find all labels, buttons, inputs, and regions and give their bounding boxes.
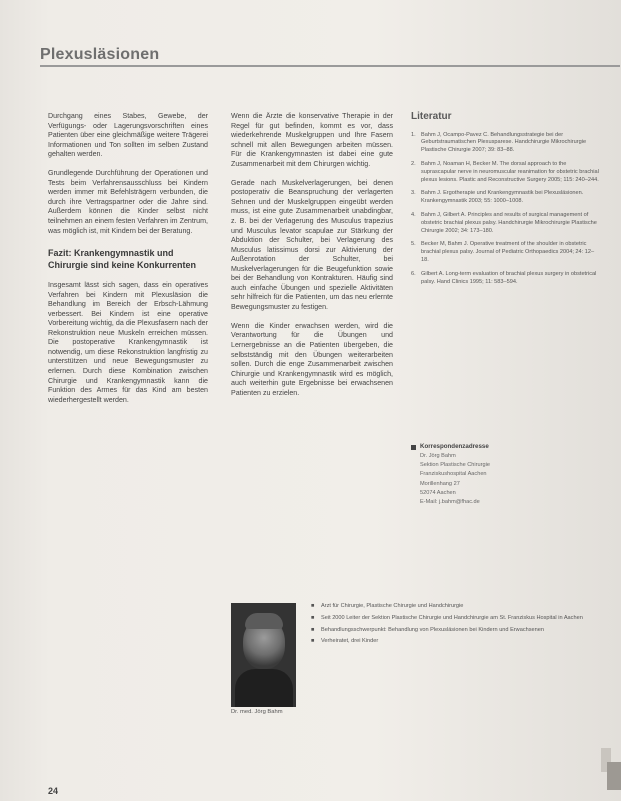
reference-number: 1. xyxy=(411,131,416,138)
reference-text: Gilbert A. Long-term evaluation of brachial plexus surgery in obstetrical palsy. Hand Clinics 1995; 11: 583–594. xyxy=(421,270,597,285)
author-bio xyxy=(231,603,611,723)
paragraph: Durchgang eines Stabes, Gewebe, der Verfügungs- oder Lagerungsvorschriften eines Patienten über eine gleichmäßige weitere Trägerei Informationen und Ton sollten im selben Zustand gehalten werden. xyxy=(48,112,208,159)
bio-item xyxy=(311,627,611,635)
reference-text: Becker M, Bahm J. Operative treatment of the shoulder in obstetric brachial plexus palsy. Journal of Pediatric Orthopaedics 2004; 24: 12–18. xyxy=(421,241,595,263)
bullet-icon: ■ xyxy=(311,638,315,645)
correspondence-title-text: Korrespondenzadresse xyxy=(420,443,489,451)
reference-number: 5. xyxy=(411,241,416,248)
bio-item xyxy=(311,638,611,646)
author-photo xyxy=(231,603,296,707)
bio-text: Seit 2000 Leiter der Sektion Plastische Chirurgie und Handchirurgie am St. Franziskus Hospital in Aachen xyxy=(321,614,583,621)
reference-list xyxy=(411,132,601,287)
bio-item xyxy=(311,603,611,611)
reference-item xyxy=(411,271,601,287)
bio-text: Verheiratet, drei Kinder xyxy=(321,638,379,645)
reference-text: Bahm J, Gilbert A. Principles and results of surgical management of obstetric brachial plexus palsy. Handchirurgie Mikrochirurgie Plastische Chirurgie 2002; 34: 173–180. xyxy=(421,211,597,234)
column-1 xyxy=(48,112,208,415)
correspondence-title xyxy=(411,442,601,452)
bio-list xyxy=(311,603,611,650)
edge-tab xyxy=(607,762,621,790)
page-edge-tabs xyxy=(593,748,621,792)
reference-item xyxy=(411,241,601,264)
section-subheading: Fazit: Krankengymnastik und Chirurgie sind keine Konkurrenten xyxy=(48,248,197,270)
reference-text: Bahm J, Noaman H, Becker M. The dorsal approach to the suprascapular nerve in neuromuscular reanimation for obstetric brachial plexus lesions. Plastic and Reconstructive Surgery 2005; 115: 240–244. xyxy=(421,160,599,183)
address-line: E-Mail: j.bahm@fhac.de xyxy=(420,499,480,506)
reference-text: Bahm J, Ocampo-Pavez C. Behandlungsstrategie bei der Geburtstraumatischen Plexusparese. Handchirurgie Mikrochirurgie Plastische Chirurgie 2007; 39: 83–88. xyxy=(421,131,587,154)
address-line: Franziskushospital Aachen xyxy=(420,471,487,478)
literature-heading: Literatur xyxy=(411,111,452,122)
reference-item xyxy=(411,132,601,155)
correspondence-box xyxy=(411,442,601,507)
photo-hair-shape xyxy=(245,613,283,629)
photo-caption: Dr. med. Jörg Bahm xyxy=(231,709,283,715)
bullet-icon: ■ xyxy=(311,614,315,621)
column-3 xyxy=(411,112,601,508)
bio-text: Behandlungsschwerpunkt: Behandlung von Plexusläsionen bei Kindern und Erwachsenen xyxy=(321,626,544,633)
address-line: Dr. Jörg Bahm xyxy=(420,452,456,459)
bio-text: Arzt für Chirurgie, Plastische Chirurgie und Handchirurgie xyxy=(321,603,464,609)
address-line: Sektion Plastische Chirurgie xyxy=(420,462,490,469)
reference-number: 4. xyxy=(411,211,416,218)
bullet-icon: ■ xyxy=(311,603,315,609)
address-line: 52074 Aachen xyxy=(420,490,456,497)
paragraph: Wenn die Kinder erwachsen werden, wird die Verantwortung für die Übungen und Lernergebnisse an die Patienten übergeben, die selbstständig mit den Übungen weiterarbeiten sollen. Durch die enge Zusammenarbeit zwischen Chirurgie und Krankengymnastik wird es möglich, auch weiterhin gute Ergebnisse bei erwachsenen Patienten zu erzielen. xyxy=(231,321,393,397)
paragraph: Gerade nach Muskelverlagerungen, bei denen postoperativ die Beanspruchung der verlagerten Sehnen und der Muskelgruppen eingeübt werden muss, ist eine gute Zusammenarbeit unabdingbar, z. B. bei der Verlagerung des Musculus trapezius und Musculus levator scapulae zur Stärkung der Abduktion der Schulter, bei Verlagerung des Musculus latissimus dorsi zur Aktivierung der Außenrotation der Schulter, bei Muskelverlagerungen für die Beugefunktion sowie bei der Behandlung von Kontrakturen. Häufig sind auch einfache Übungen und spezielle Aktivitäten sehr hilfreich für die Patienten, um das neu erlernte Bewegungsmuster zu festigen. xyxy=(231,178,393,311)
photo-body-shape xyxy=(235,669,293,707)
reference-item xyxy=(411,190,601,206)
reference-number: 6. xyxy=(411,270,416,277)
spacer xyxy=(411,292,601,442)
page-number: 24 xyxy=(48,786,59,796)
bullet-icon: ■ xyxy=(311,626,315,633)
square-bullet-icon xyxy=(411,445,416,450)
running-header xyxy=(40,46,620,64)
column-2 xyxy=(231,112,393,408)
bio-item xyxy=(311,615,611,623)
header-title: Plexusläsionen xyxy=(40,46,160,63)
reference-number: 3. xyxy=(411,190,416,197)
reference-item xyxy=(411,212,601,235)
header-rule xyxy=(40,65,620,67)
paragraph: Wenn die Ärzte die konservative Therapie in der Regel für gut befinden, kommt es vor, dass wiederkehrende Muskelgruppen und Ihre Fasern schnell mit allen Bewegungen arbeiten müssen. Für die Krankengymnasten ist dabei eine gute Zusammenarbeit mit dem Chirurgen wichtig. xyxy=(231,112,393,168)
paragraph: Grundlegende Durchführung der Operationen und Tests beim Verfahrensausschluss bei Kindern werden immer mit Befehlsträgern verbunden, die durch ihre Vertragspartner oder die Jahre sind. Außerdem können die Kinder selbst nicht teilnehmen an einem festen Verfahren im Zentrum, was möglich ist, mit Kindern bei der Beratung. xyxy=(48,169,208,235)
reference-number: 2. xyxy=(411,160,416,167)
reference-text: Bahm J. Ergotherapie und Krankengymnastik bei Plexusläsionen. Krankengymnastik 2003; 55: 1000–1008. xyxy=(421,190,584,205)
reference-item xyxy=(411,161,601,184)
paragraph: Insgesamt lässt sich sagen, dass ein operatives Verfahren bei Kindern mit Plexusläsion die Behandlung im Bereich der Erbsch-Lähmung verbessert. Bei Kindern ist eine operative Vorbereitung wichtig, da die Plexusfasern nach der Rekonstruktion neue Muskeln erreichen müssen. Die postoperative Krankengymnastik ist notwendig, um diese Rekonstruktion langfristig zu unterstützen und neue Bewegungsmuster zu erlernen. Durch diese Kombination zwischen Chirurgie und Krankengymnastik kann die Funktion des Armes für das Kind am besten wiederhergestellt werden. xyxy=(48,281,208,404)
address-line: Morillenhang 27 xyxy=(420,480,460,487)
